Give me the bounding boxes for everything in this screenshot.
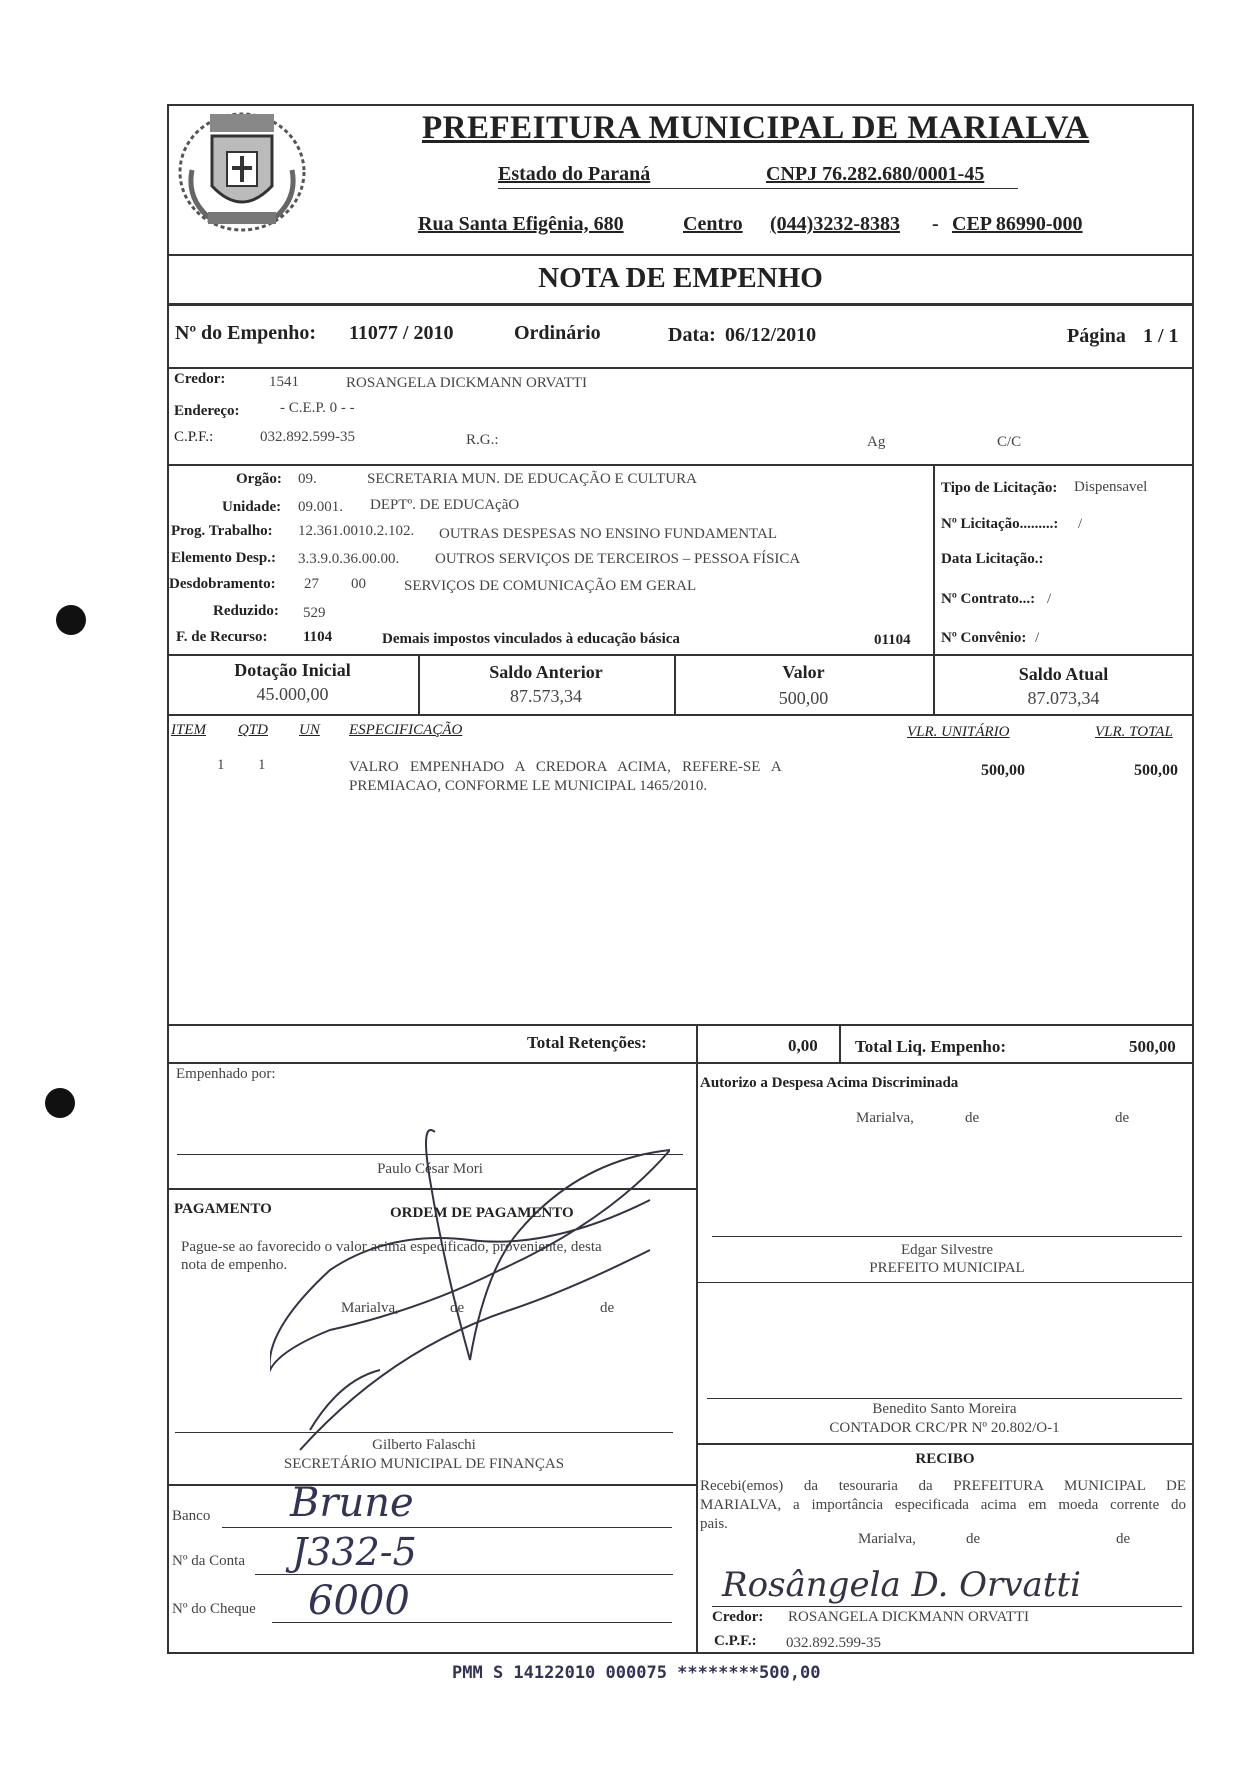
ordem-pagamento-label: ORDEM DE PAGAMENTO	[390, 1205, 574, 1221]
item-column-header: ITEM	[171, 722, 206, 738]
recurso-label: F. de Recurso:	[176, 629, 268, 645]
recibo-text-line-2: MARIALVA, a importância especificada acima em moeda corrente do	[700, 1497, 1186, 1513]
cpf-value: 032.892.599-35	[260, 429, 355, 445]
item-number: 1	[217, 757, 225, 773]
recibo-label: RECIBO	[915, 1451, 975, 1467]
orgao-name: SECRETARIA MUN. DE EDUCAÇÃO E CULTURA	[367, 471, 697, 487]
licitacao-number: /	[1078, 516, 1083, 532]
credor-handwritten-signature: Rosângela D. Orvatti	[722, 1565, 1081, 1605]
credor-name: ROSANGELA DICKMANN ORVATTI	[346, 375, 588, 391]
recibo-cpf-value: 032.892.599-35	[786, 1635, 881, 1651]
empenhado-por-label: Empenhado por:	[176, 1066, 276, 1082]
contrato-label: Nº Contrato...:	[941, 591, 1036, 607]
saldo-anterior-value: 87.573,34	[510, 686, 582, 706]
divider	[696, 1443, 1194, 1445]
divider	[167, 1062, 1194, 1064]
banco-field-line	[222, 1527, 672, 1528]
street-address: Rua Santa Efigênia, 680	[418, 213, 624, 235]
credor-label: Credor:	[174, 371, 226, 387]
total-retencoes-value: 0,00	[788, 1036, 818, 1055]
endereco-value: - C.E.P. 0 - -	[280, 400, 355, 416]
banco-label: Banco	[172, 1508, 211, 1524]
signature-line	[712, 1606, 1182, 1607]
signature-line	[712, 1236, 1182, 1237]
autorizo-de-1: de	[965, 1110, 980, 1126]
pagamento-text-line-2: nota de empenho.	[181, 1257, 288, 1273]
item-specification-line-1: VALRO EMPENHADO A CREDORA ACIMA, REFERE-SE A	[349, 759, 782, 775]
convenio-label: Nº Convênio:	[941, 630, 1027, 646]
unidade-code: 09.001.	[298, 499, 343, 515]
prog-trabalho-label: Prog. Trabalho:	[171, 523, 273, 539]
autorizo-de-2: de	[1115, 1110, 1130, 1126]
elemento-label: Elemento Desp.:	[171, 550, 276, 566]
payment-stamp: PMM S 14122010 000075 ********500,00	[452, 1663, 821, 1683]
desdobramento-label: Desdobramento:	[169, 576, 276, 592]
conta-value: J332-5	[292, 1530, 417, 1574]
item-unit-value: 500,00	[981, 762, 1025, 779]
pagamento-de-2: de	[600, 1300, 615, 1316]
empenhado-por-name: Paulo César Mori	[377, 1161, 483, 1177]
contador-title: CONTADOR CRC/PR Nº 20.802/O-1	[829, 1420, 1060, 1436]
secretario-title: SECRETÁRIO MUNICIPAL DE FINANÇAS	[283, 1456, 565, 1472]
page-number: 1 / 1	[1143, 325, 1179, 347]
district: Centro	[683, 213, 743, 235]
cep-number: CEP 86990-000	[952, 213, 1083, 235]
desdobramento-code-2: 00	[351, 576, 366, 592]
pagamento-label: PAGAMENTO	[174, 1201, 272, 1217]
cheque-value: 6000	[308, 1578, 410, 1624]
recibo-text-line-1: Recebi(emos) da tesouraria da PREFEITURA MUNICIPAL DE	[700, 1478, 1186, 1494]
divider	[696, 1282, 1194, 1283]
reduzido-label: Reduzido:	[213, 603, 279, 619]
saldo-atual-value: 87.073,34	[1027, 688, 1100, 708]
licitacao-number-label: Nº Licitação.........:	[941, 516, 1059, 532]
divider	[167, 464, 1194, 466]
item-total-value: 500,00	[1134, 762, 1178, 779]
valor-label: Valor	[782, 662, 825, 682]
state-underline	[498, 188, 1018, 189]
recibo-de-1: de	[966, 1531, 981, 1547]
divider	[167, 254, 1194, 256]
desdobramento-code-1: 27	[304, 576, 319, 592]
recibo-de-2: de	[1116, 1531, 1131, 1547]
divider	[696, 1062, 698, 1654]
divider	[933, 464, 935, 654]
autorizo-city: Marialva,	[856, 1110, 914, 1126]
cnpj-number: CNPJ 76.282.680/0001-45	[766, 163, 985, 185]
total-retencoes-label: Total Retenções:	[527, 1033, 647, 1052]
vlr-unitario-column-header: VLR. UNITÁRIO	[907, 724, 1010, 740]
divider	[167, 367, 1194, 369]
rg-label: R.G.:	[466, 432, 499, 448]
data-licitacao-label: Data Licitação.:	[941, 551, 1044, 567]
divider	[696, 1024, 698, 1062]
unidade-label: Unidade:	[222, 499, 282, 515]
recibo-city: Marialva,	[858, 1531, 916, 1547]
handwritten-signature-scribble	[270, 1120, 670, 1490]
reduzido-value: 529	[303, 605, 326, 621]
recibo-credor-name: ROSANGELA DICKMANN ORVATTI	[788, 1609, 1030, 1625]
pagamento-text-line-1: Pague-se ao favorecido o valor acima especificado, proveniente, desta	[181, 1239, 602, 1255]
state-name: Estado do Paraná	[498, 163, 651, 185]
conta-label: Nº da Conta	[172, 1553, 245, 1569]
divider	[167, 303, 1194, 306]
item-quantity: 1	[258, 757, 266, 773]
contador-name: Benedito Santo Moreira	[872, 1401, 1017, 1417]
cheque-label: Nº do Cheque	[172, 1601, 256, 1617]
prefeito-name: Edgar Silvestre	[900, 1242, 994, 1258]
item-specification-line-2: PREMIACAO, CONFORME LE MUNICIPAL 1465/2010.	[349, 778, 708, 794]
total-liquido-value: 500,00	[1129, 1037, 1176, 1056]
prog-trabalho-name: OUTRAS DESPESAS NO ENSINO FUNDAMENTAL	[439, 526, 777, 542]
empenho-date: 06/12/2010	[725, 324, 817, 346]
un-column-header: UN	[299, 722, 320, 738]
convenio-value: /	[1035, 630, 1040, 646]
desdobramento-name: SERVIÇOS DE COMUNICAÇÃO EM GERAL	[404, 578, 697, 594]
pagamento-de-1: de	[450, 1300, 465, 1316]
elemento-code: 3.3.9.0.36.00.00.	[298, 551, 400, 567]
especificacao-column-header: ESPECIFICAÇÃO	[349, 722, 463, 738]
banco-value: Brune	[290, 1480, 414, 1526]
divider	[167, 714, 1194, 716]
divider	[167, 1024, 1194, 1026]
contrato-value: /	[1047, 591, 1052, 607]
phone-number: (044)3232-8383	[770, 213, 900, 235]
page-label: Página	[1067, 325, 1126, 347]
divider	[167, 654, 1194, 656]
saldo-atual-label: Saldo Atual	[1018, 664, 1109, 684]
divider	[839, 1024, 841, 1062]
prog-trabalho-code: 12.361.0010.2.102.	[298, 523, 415, 539]
punch-hole-bottom	[45, 1088, 75, 1118]
municipal-coat-of-arms-icon	[172, 100, 312, 240]
cpf-label: C.P.F.:	[174, 429, 214, 445]
vlr-total-column-header: VLR. TOTAL	[1095, 724, 1173, 740]
date-label: Data:	[668, 324, 716, 346]
endereco-label: Endereço:	[174, 403, 240, 419]
empenho-type: Ordinário	[514, 322, 601, 344]
saldo-anterior-label: Saldo Anterior	[489, 662, 603, 682]
unidade-name: DEPTº. DE EDUCAçãO	[370, 497, 520, 513]
empenho-number-label: Nº do Empenho:	[175, 322, 317, 344]
valor-value: 500,00	[778, 688, 829, 708]
empenho-number: 11077 / 2010	[349, 322, 454, 344]
recibo-credor-label: Credor:	[712, 1609, 764, 1625]
tipo-licitacao-label: Tipo de Licitação:	[941, 480, 1058, 496]
prefeito-title: PREFEITO MUNICIPAL	[869, 1260, 1025, 1276]
dotacao-inicial-value: 45.000,00	[256, 684, 329, 704]
orgao-code: 09.	[298, 471, 317, 487]
cc-label: C/C	[997, 434, 1022, 450]
conta-field-line	[255, 1574, 673, 1575]
pagamento-city: Marialva,	[341, 1300, 399, 1316]
secretario-name: Gilberto Falaschi	[372, 1437, 476, 1453]
orgao-label: Orgão:	[236, 471, 282, 487]
municipality-title: PREFEITURA MUNICIPAL DE MARIALVA	[422, 110, 1090, 146]
qtd-column-header: QTD	[238, 722, 269, 738]
recibo-cpf-label: C.P.F.:	[714, 1633, 757, 1649]
dotacao-inicial-label: Dotação Inicial	[234, 660, 351, 680]
recurso-name: Demais impostos vinculados à educação básica	[382, 631, 680, 647]
ag-label: Ag	[867, 434, 886, 450]
signature-line	[707, 1398, 1182, 1399]
recurso-code: 1104	[303, 629, 333, 645]
punch-hole-top	[56, 605, 86, 635]
autorizo-label: Autorizo a Despesa Acima Discriminada	[700, 1075, 959, 1091]
recurso-number: 01104	[874, 632, 911, 648]
recibo-text-line-3: pais.	[700, 1516, 728, 1532]
elemento-name: OUTROS SERVIÇOS DE TERCEIROS – PESSOA FÍSICA	[435, 551, 801, 567]
document-title: NOTA DE EMPENHO	[538, 262, 823, 294]
total-liquido-label: Total Liq. Empenho:	[855, 1037, 1006, 1056]
credor-code: 1541	[269, 374, 299, 390]
address-separator: -	[932, 213, 939, 235]
tipo-licitacao-value: Dispensavel	[1074, 479, 1148, 495]
